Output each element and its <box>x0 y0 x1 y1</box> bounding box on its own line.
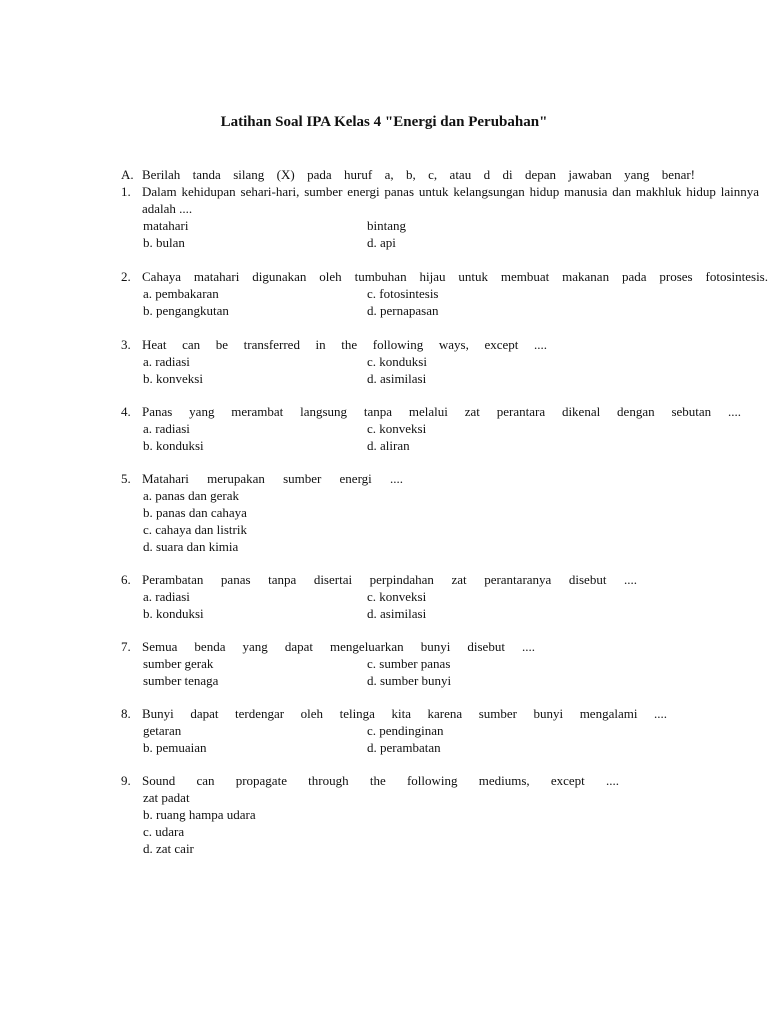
option: d. api <box>367 235 396 250</box>
question-number: 8. <box>121 706 131 721</box>
document-title: Latihan Soal IPA Kelas 4 "Energi dan Perubahan" <box>220 114 548 130</box>
option: bintang <box>367 218 406 233</box>
question-number: 1. <box>121 184 131 199</box>
option: b. pengangkutan <box>143 303 229 318</box>
option: c. fotosintesis <box>367 286 439 301</box>
option: sumber gerak <box>143 656 214 671</box>
question-text: Heat can be transferred in the following ways, except .... <box>142 337 547 352</box>
option: d. aliran <box>367 438 410 453</box>
option: b. konveksi <box>143 371 203 386</box>
option: d. suara dan kimia <box>143 539 239 554</box>
question-4 <box>121 403 741 454</box>
option: getaran <box>143 723 182 738</box>
option: sumber tenaga <box>143 673 219 688</box>
question-number: 6. <box>121 572 131 587</box>
option: d. zat cair <box>143 841 194 856</box>
option: d. sumber bunyi <box>367 673 452 688</box>
option: b. panas dan cahaya <box>143 505 247 520</box>
question-number: 4. <box>121 404 131 419</box>
option: a. radiasi <box>143 354 190 369</box>
option: b. bulan <box>143 235 185 250</box>
question-1 <box>121 183 759 251</box>
question-number: 2. <box>121 269 131 284</box>
option: a. radiasi <box>143 421 190 436</box>
question-text: Dalam kehidupan sehari-hari, sumber energi panas untuk kelangsungan hidup manusia dan makhluk hidup lainnya adalah .... <box>142 184 759 216</box>
instruction-text: Berilah tanda silang (X) pada huruf a, b, c, atau d di depan jawaban yang benar! <box>142 167 695 182</box>
question-8 <box>121 705 667 756</box>
instruction <box>121 166 695 183</box>
option: a. radiasi <box>143 589 190 604</box>
question-text: Sound can propagate through the following mediums, except .... <box>142 773 619 788</box>
option: b. konduksi <box>143 438 204 453</box>
option: d. asimilasi <box>367 371 427 386</box>
question-text: Cahaya matahari digunakan oleh tumbuhan hijau untuk membuat makanan pada proses fotosintesis. <box>142 269 768 284</box>
option: a. pembakaran <box>143 286 219 301</box>
option: c. pendinginan <box>367 723 444 738</box>
question-text: Bunyi dapat terdengar oleh telinga kita karena sumber bunyi mengalami .... <box>142 706 667 721</box>
option: c. cahaya dan listrik <box>143 522 247 537</box>
option: c. konveksi <box>367 589 427 604</box>
option: zat padat <box>143 790 190 805</box>
question-text: Panas yang merambat langsung tanpa melalui zat perantara dikenal dengan sebutan .... <box>142 404 741 419</box>
question-text: Matahari merupakan sumber energi .... <box>142 471 403 486</box>
option: b. konduksi <box>143 606 204 621</box>
option: c. sumber panas <box>367 656 451 671</box>
option: c. konveksi <box>367 421 427 436</box>
question-text: Semua benda yang dapat mengeluarkan bunyi disebut .... <box>142 639 535 654</box>
question-number: 5. <box>121 471 131 486</box>
question-number: 3. <box>121 337 131 352</box>
option: matahari <box>143 218 189 233</box>
option: d. perambatan <box>367 740 441 755</box>
option: d. pernapasan <box>367 303 439 318</box>
question-7 <box>121 638 535 689</box>
question-number: 7. <box>121 639 131 654</box>
question-9 <box>121 772 619 857</box>
question-6 <box>121 571 637 622</box>
option: a. panas dan gerak <box>143 488 240 503</box>
option: b. ruang hampa udara <box>143 807 256 822</box>
instruction-marker: A. <box>121 167 134 182</box>
option: b. pemuaian <box>143 740 207 755</box>
question-3 <box>121 336 547 387</box>
option: d. asimilasi <box>367 606 427 621</box>
question-2 <box>121 268 768 319</box>
question-5 <box>121 470 403 555</box>
question-text: Perambatan panas tanpa disertai perpindahan zat perantaranya disebut .... <box>142 572 637 587</box>
option: c. udara <box>143 824 185 839</box>
question-number: 9. <box>121 773 131 788</box>
option: c. konduksi <box>367 354 427 369</box>
